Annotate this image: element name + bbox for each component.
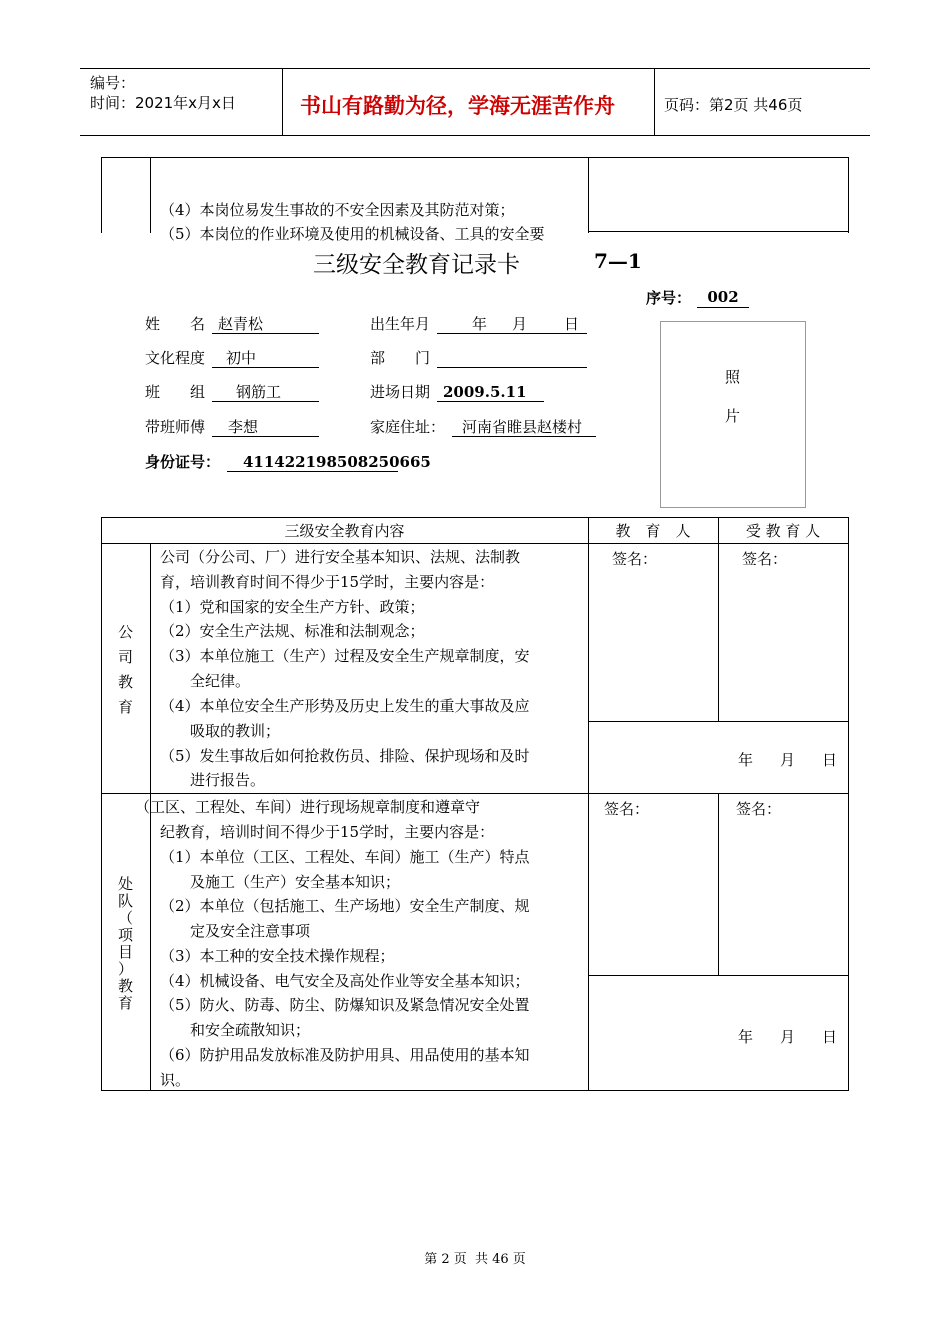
address-label: 家庭住址： (370, 418, 446, 436)
project-line: 和安全疏散知识； (160, 1021, 311, 1039)
entry-value (437, 381, 544, 402)
team-text: 钢筋工 (236, 383, 282, 401)
team-label: 班 组 (145, 383, 206, 401)
project-trainee-signature: 签名： (736, 800, 782, 818)
mentor-label: 带班师傅 (145, 418, 206, 436)
project-line: （6）防护用品发放标准及防护用具、用品使用的基本知 (160, 1046, 530, 1064)
page-footer: 第 2 页 共 46 页 (424, 1252, 526, 1267)
photo-char-2: 片 (725, 407, 741, 425)
company-line: （5）发生事故后如何抢救伤员、排险、保护现场和及时 (160, 747, 530, 765)
company-line: 全纪律。 (160, 672, 251, 690)
project-date-year: 年 (738, 1028, 754, 1046)
project-line: 及施工（生产）安全基本知识； (160, 873, 401, 891)
time-label: 时间：2021年x月x日 (90, 94, 236, 112)
company-line: 吸取的教训； (160, 722, 281, 740)
col-header-content: 三级安全教育内容 (284, 522, 405, 540)
company-line: （2）安全生产法规、标准和法制观念； (160, 622, 425, 640)
card-code: 7—1 (594, 249, 642, 273)
project-label-char: 目 (117, 943, 133, 961)
col-header-educator: 教 育 人 (615, 522, 691, 540)
education-value (212, 347, 319, 368)
mentor-text: 李想 (228, 418, 259, 436)
project-date-month: 月 (780, 1028, 796, 1046)
company-line: 公司（分公司、厂）进行安全基本知识、法规、法制教 (160, 548, 521, 566)
entry-label: 进场日期 (370, 383, 431, 401)
dept-value (437, 347, 587, 368)
project-label (101, 876, 150, 1012)
project-educator-signature: 签名： (604, 800, 650, 818)
company-educator-signature: 签名： (612, 550, 658, 568)
page-info: 页码：第2页 共46页 (664, 96, 803, 114)
project-line: 纪教育，培训时间不得少于15学时，主要内容是： (160, 823, 495, 841)
id-text: 411422198508250665 (243, 453, 431, 471)
project-line: （5）防火、防毒、防尘、防爆知识及紧急情况安全处置 (160, 996, 530, 1014)
birth-day: 日 (564, 315, 580, 333)
name-value (212, 313, 319, 334)
company-line: 进行报告。 (160, 771, 266, 789)
serial-label: 序号： (646, 289, 692, 307)
card-title: 三级安全教育记录卡 (313, 252, 520, 278)
motto: 书山有路勤为径，学海无涯苦作舟 (300, 94, 615, 118)
project-line: 识。 (160, 1071, 191, 1089)
name-label: 姓 名 (145, 315, 206, 333)
project-line: （3）本工种的安全技术操作规程； (160, 947, 395, 965)
project-line: （1）本单位（工区、工程处、车间）施工（生产）特点 (160, 848, 530, 866)
serial-number: 002 (707, 288, 739, 306)
company-label-char: 育 (117, 698, 133, 716)
address-text: 河南省睢县赵楼村 (462, 418, 583, 436)
project-label-char: 处 (117, 875, 133, 893)
entry-text: 2009.5.11 (443, 383, 527, 401)
address-value (452, 416, 596, 437)
serial-value (697, 287, 749, 308)
company-trainee-signature: 签名： (742, 550, 788, 568)
project-line: （4）机械设备、电气安全及高处作业等安全基本知识； (160, 972, 530, 990)
company-line: （4）本单位安全生产形势及历史上发生的重大事故及应 (160, 697, 530, 715)
number-label: 编号： (90, 74, 136, 92)
company-date-month: 月 (780, 751, 796, 769)
company-label-char: 公 (117, 623, 133, 641)
company-line: （3）本单位施工（生产）过程及安全生产规章制度，安 (160, 647, 530, 665)
id-label: 身份证号： (145, 453, 221, 471)
project-label-char: （ (117, 909, 133, 927)
company-date-year: 年 (738, 751, 754, 769)
project-line: （2）本单位（包括施工、生产场地）安全生产制度、规 (160, 897, 530, 915)
company-label-char: 司 (117, 648, 133, 666)
company-date-day: 日 (822, 751, 838, 769)
col-header-trainee: 受 教 育 人 (745, 522, 821, 540)
project-label-char: 教 (117, 977, 133, 995)
company-line: （1）党和国家的安全生产方针、政策； (160, 598, 425, 616)
project-line: 定及安全注意事项 (160, 922, 311, 940)
company-line: 育，培训教育时间不得少于15学时，主要内容是： (160, 573, 495, 591)
name-text: 赵青松 (218, 315, 264, 333)
project-label-char: 育 (117, 994, 133, 1012)
project-label-char: ） (117, 960, 133, 978)
project-label-char: 队 (117, 892, 133, 910)
project-date-day: 日 (822, 1028, 838, 1046)
id-value (227, 451, 431, 472)
carry-over-line-4: （4）本岗位易发生事故的不安全因素及其防范对策； (160, 201, 515, 219)
company-label (101, 620, 150, 720)
birth-month: 月 (512, 315, 528, 333)
project-line: （工区、工程处、车间）进行现场规章制度和遵章守 (135, 798, 481, 816)
mentor-value (212, 416, 319, 437)
team-value (212, 381, 319, 402)
dept-label: 部 门 (370, 349, 431, 367)
project-label-char: 项 (117, 926, 133, 944)
birth-label: 出生年月 (370, 315, 431, 333)
company-label-char: 教 (117, 673, 133, 691)
photo-char-1: 照 (725, 368, 741, 386)
carry-over-line-5: （5）本岗位的作业环境及使用的机械设备、工具的安全要 (160, 225, 545, 243)
birth-year: 年 (472, 315, 488, 333)
education-label: 文化程度 (145, 349, 206, 367)
education-text: 初中 (226, 349, 257, 367)
